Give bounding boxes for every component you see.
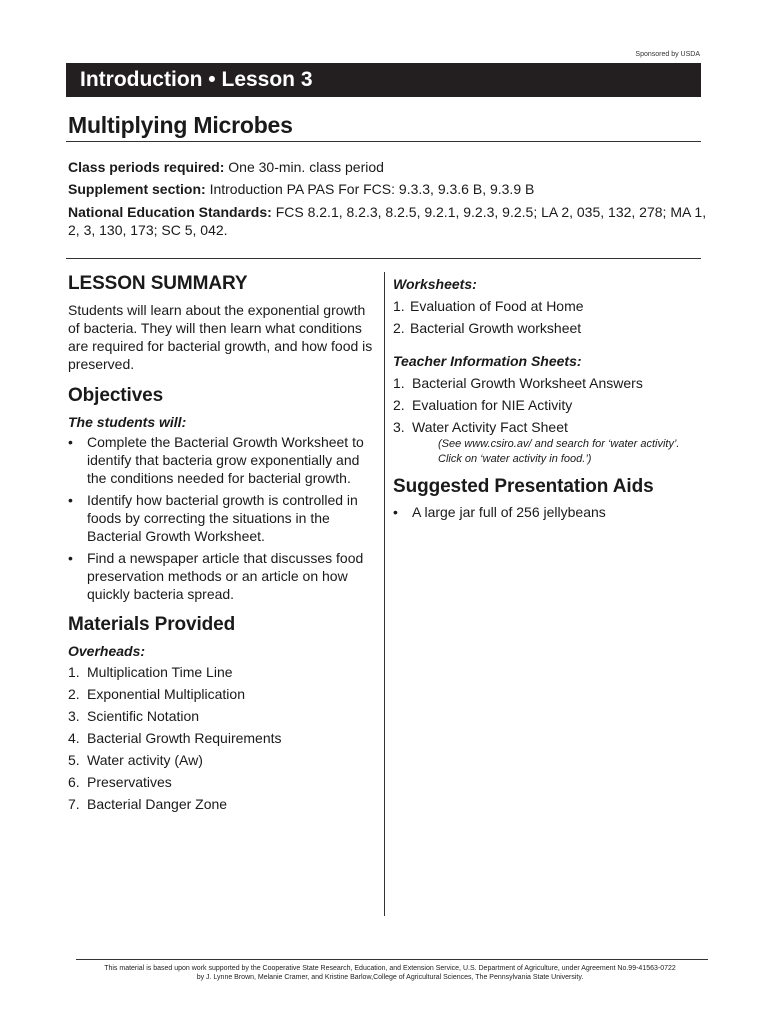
list-item: • A large jar full of 256 jellybeans bbox=[393, 504, 606, 520]
standards-value: FCS 8.2.1, 8.2.3, 8.2.5, 9.2.1, 9.2.3, 9.2.5; LA 2, 035, 132, 278; MA 1, 2, 3, 130, 173; SC 5, 042. bbox=[68, 204, 707, 238]
list-item: 7. Bacterial Danger Zone bbox=[68, 796, 228, 812]
list-item: 3. Scientific Notation bbox=[68, 708, 200, 724]
bullet-icon: • bbox=[68, 434, 73, 450]
list-item: • Find a newspaper article that discusses food preservation methods or an article on how quickly bacteria spread. bbox=[68, 550, 364, 602]
worksheets-list bbox=[393, 297, 703, 337]
teacher-info-subheading: Teacher Information Sheets: bbox=[393, 353, 582, 369]
column-divider bbox=[384, 272, 385, 916]
list-item: 5. Water activity (Aw) bbox=[68, 752, 203, 768]
list-item: • Identify how bacterial growth is controlled in foods by correcting the situations in the Bacterial Growth Worksheet. bbox=[68, 492, 358, 544]
standards-label: National Education Standards: bbox=[68, 204, 272, 220]
list-item: 6. Preservatives bbox=[68, 774, 172, 790]
supplement-label: Supplement section: bbox=[68, 181, 206, 197]
section-rule bbox=[66, 258, 701, 259]
lesson-summary-heading: LESSON SUMMARY bbox=[68, 273, 248, 294]
footer-line-2: by J. Lynne Brown, Melanie Cramer, and Kristine Barlow,College of Agricultural Sciences, The Pennsylvania State University. bbox=[196, 974, 584, 981]
class-periods-value: One 30-min. class period bbox=[224, 159, 384, 175]
footer-rule bbox=[76, 959, 708, 960]
list-item: 2. Bacterial Growth worksheet bbox=[393, 320, 582, 336]
class-periods-label: Class periods required: bbox=[68, 159, 225, 175]
worksheets-subheading: Worksheets: bbox=[393, 276, 477, 292]
list-item: • Complete the Bacterial Growth Worksheet to identify that bacteria grow exponentially and the conditions needed for bacterial growth. bbox=[68, 434, 364, 486]
list-item: 1. Evaluation of Food at Home bbox=[393, 298, 584, 314]
supplement-value: Introduction PA PAS For FCS: 9.3.3, 9.3.6 B, 9.3.9 B bbox=[205, 181, 535, 197]
bullet-icon: • bbox=[68, 492, 73, 508]
objectives-subheading: The students will: bbox=[68, 414, 187, 430]
list-item: 1. Multiplication Time Line bbox=[68, 664, 233, 680]
bullet-icon: • bbox=[68, 550, 73, 566]
list-item: 1. Bacterial Growth Worksheet Answers bbox=[393, 375, 643, 391]
class-periods-line bbox=[68, 158, 708, 176]
presentation-aids-heading: Suggested Presentation Aids bbox=[393, 476, 654, 497]
bullet-icon: • bbox=[393, 504, 398, 520]
overheads-subheading: Overheads: bbox=[68, 643, 146, 659]
footer bbox=[70, 964, 710, 982]
teacher-info-list bbox=[393, 374, 703, 436]
lesson-banner: Introduction • Lesson 3 bbox=[66, 63, 701, 97]
page-title: Multiplying Microbes bbox=[68, 112, 293, 138]
objectives-heading: Objectives bbox=[68, 385, 164, 406]
objectives-list bbox=[68, 433, 376, 603]
left-column bbox=[68, 272, 376, 817]
supplement-line bbox=[68, 180, 708, 198]
materials-heading: Materials Provided bbox=[68, 614, 236, 635]
sponsor-note: Sponsored by USDA bbox=[635, 51, 700, 58]
list-item: 4. Bacterial Growth Requirements bbox=[68, 730, 282, 746]
overheads-list bbox=[68, 663, 376, 813]
lesson-summary-text: Students will learn about the exponential growth of bacteria. They will then learn what conditions are required for bacterial growth, and how food is preserved. bbox=[68, 302, 373, 372]
list-item: 2. Exponential Multiplication bbox=[68, 686, 245, 702]
standards-line bbox=[68, 203, 708, 239]
list-item: 3. Water Activity Fact Sheet bbox=[393, 419, 568, 435]
title-rule bbox=[66, 141, 701, 142]
right-column bbox=[393, 272, 703, 525]
footer-line-1: This material is based upon work supported by the Cooperative State Research, Education, and Extension Service, U.S. Department of Agriculture, under Agreement No.99-41563-0722 bbox=[104, 965, 676, 972]
presentation-aids-list bbox=[393, 503, 703, 521]
teacher-info-note: (See www.csiro.av/ and search for ‘water activity’. Click on ‘water activity in food.’) bbox=[438, 438, 680, 465]
list-item: 2. Evaluation for NIE Activity bbox=[393, 397, 573, 413]
